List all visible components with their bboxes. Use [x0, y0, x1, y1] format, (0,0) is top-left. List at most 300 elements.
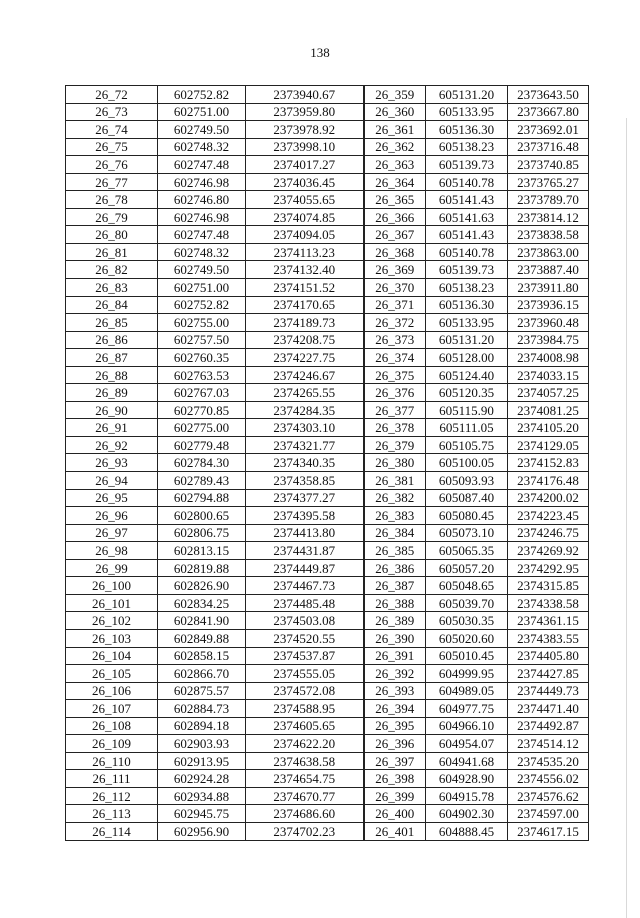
x-coordinate-left-cell: 602746.98: [158, 208, 246, 226]
x-coordinate-left-cell: 602794.88: [158, 489, 246, 507]
page-number: 138: [310, 45, 330, 60]
y-coordinate-right-cell: 2373887.40: [508, 261, 589, 279]
point-id-left-cell: 26_114: [66, 822, 158, 840]
point-id-right-cell: 26_368: [364, 243, 426, 261]
y-coordinate-right-cell: 2374008.98: [508, 349, 589, 367]
x-coordinate-right-cell: 604928.90: [426, 770, 508, 788]
table-row: [66, 577, 589, 595]
y-coordinate-right-cell: 2373716.48: [508, 138, 589, 156]
y-coordinate-left-cell: 2373998.10: [246, 138, 364, 156]
x-coordinate-right-cell: 605115.90: [426, 401, 508, 419]
point-id-right-cell: 26_391: [364, 647, 426, 665]
table-row: [66, 542, 589, 560]
x-coordinate-right-cell: 605139.73: [426, 261, 508, 279]
y-coordinate-left-cell: 2374321.77: [246, 436, 364, 454]
point-id-right-cell: 26_376: [364, 384, 426, 402]
y-coordinate-left-cell: 2374413.80: [246, 524, 364, 542]
point-id-right-cell: 26_377: [364, 401, 426, 419]
table-row: [66, 138, 589, 156]
x-coordinate-right-cell: 605140.78: [426, 173, 508, 191]
y-coordinate-right-cell: 2374405.80: [508, 647, 589, 665]
y-coordinate-left-cell: 2374485.48: [246, 594, 364, 612]
point-id-right-cell: 26_382: [364, 489, 426, 507]
table-row: [66, 559, 589, 577]
table-row: [66, 349, 589, 367]
y-coordinate-right-cell: 2374597.00: [508, 805, 589, 823]
point-id-right-cell: 26_360: [364, 103, 426, 121]
point-id-left-cell: 26_85: [66, 314, 158, 332]
y-coordinate-left-cell: 2374638.58: [246, 752, 364, 770]
y-coordinate-left-cell: 2374686.60: [246, 805, 364, 823]
x-coordinate-right-cell: 605039.70: [426, 594, 508, 612]
y-coordinate-left-cell: 2374588.95: [246, 700, 364, 718]
table-row: [66, 507, 589, 525]
y-coordinate-left-cell: 2373978.92: [246, 121, 364, 139]
point-id-left-cell: 26_106: [66, 682, 158, 700]
point-id-left-cell: 26_84: [66, 296, 158, 314]
point-id-right-cell: 26_380: [364, 454, 426, 472]
point-id-right-cell: 26_369: [364, 261, 426, 279]
point-id-left-cell: 26_91: [66, 419, 158, 437]
y-coordinate-left-cell: 2374265.55: [246, 384, 364, 402]
y-coordinate-left-cell: 2374208.75: [246, 331, 364, 349]
x-coordinate-left-cell: 602749.50: [158, 261, 246, 279]
x-coordinate-left-cell: 602751.00: [158, 279, 246, 297]
point-id-left-cell: 26_92: [66, 436, 158, 454]
point-id-left-cell: 26_102: [66, 612, 158, 630]
y-coordinate-right-cell: 2373667.80: [508, 103, 589, 121]
x-coordinate-left-cell: 602748.32: [158, 138, 246, 156]
y-coordinate-right-cell: 2374315.85: [508, 577, 589, 595]
x-coordinate-left-cell: 602747.48: [158, 226, 246, 244]
x-coordinate-left-cell: 602748.32: [158, 243, 246, 261]
point-id-right-cell: 26_389: [364, 612, 426, 630]
x-coordinate-left-cell: 602760.35: [158, 349, 246, 367]
x-coordinate-left-cell: 602752.82: [158, 296, 246, 314]
x-coordinate-right-cell: 605120.35: [426, 384, 508, 402]
x-coordinate-left-cell: 602755.00: [158, 314, 246, 332]
y-coordinate-right-cell: 2374383.55: [508, 629, 589, 647]
table-row: [66, 86, 589, 104]
point-id-left-cell: 26_86: [66, 331, 158, 349]
point-id-right-cell: 26_367: [364, 226, 426, 244]
coordinates-table: [65, 85, 589, 841]
x-coordinate-right-cell: 605105.75: [426, 436, 508, 454]
point-id-right-cell: 26_393: [364, 682, 426, 700]
table-row: [66, 594, 589, 612]
x-coordinate-right-cell: 605141.63: [426, 208, 508, 226]
y-coordinate-right-cell: 2373936.15: [508, 296, 589, 314]
x-coordinate-right-cell: 605133.95: [426, 103, 508, 121]
table-row: [66, 243, 589, 261]
table-row: [66, 612, 589, 630]
x-coordinate-left-cell: 602775.00: [158, 419, 246, 437]
point-id-right-cell: 26_375: [364, 366, 426, 384]
x-coordinate-right-cell: 605131.20: [426, 86, 508, 104]
table-row: [66, 314, 589, 332]
x-coordinate-left-cell: 602826.90: [158, 577, 246, 595]
y-coordinate-right-cell: 2374427.85: [508, 665, 589, 683]
y-coordinate-right-cell: 2373814.12: [508, 208, 589, 226]
y-coordinate-left-cell: 2374340.35: [246, 454, 364, 472]
point-id-left-cell: 26_82: [66, 261, 158, 279]
table-row: [66, 103, 589, 121]
y-coordinate-left-cell: 2374670.77: [246, 787, 364, 805]
point-id-right-cell: 26_392: [364, 665, 426, 683]
y-coordinate-left-cell: 2374449.87: [246, 559, 364, 577]
x-coordinate-right-cell: 605020.60: [426, 629, 508, 647]
table-row: [66, 787, 589, 805]
x-coordinate-right-cell: 605136.30: [426, 296, 508, 314]
point-id-right-cell: 26_378: [364, 419, 426, 437]
table-row: [66, 436, 589, 454]
x-coordinate-left-cell: 602894.18: [158, 717, 246, 735]
x-coordinate-right-cell: 605087.40: [426, 489, 508, 507]
point-id-left-cell: 26_94: [66, 472, 158, 490]
table-row: [66, 629, 589, 647]
point-id-left-cell: 26_111: [66, 770, 158, 788]
point-id-right-cell: 26_386: [364, 559, 426, 577]
y-coordinate-left-cell: 2374284.35: [246, 401, 364, 419]
y-coordinate-right-cell: 2374338.58: [508, 594, 589, 612]
y-coordinate-right-cell: 2373911.80: [508, 279, 589, 297]
x-coordinate-left-cell: 602770.85: [158, 401, 246, 419]
y-coordinate-left-cell: 2374189.73: [246, 314, 364, 332]
table-row: [66, 682, 589, 700]
x-coordinate-left-cell: 602757.50: [158, 331, 246, 349]
point-id-left-cell: 26_90: [66, 401, 158, 419]
table-row: [66, 331, 589, 349]
point-id-left-cell: 26_100: [66, 577, 158, 595]
table-row: [66, 208, 589, 226]
point-id-left-cell: 26_76: [66, 156, 158, 174]
point-id-left-cell: 26_113: [66, 805, 158, 823]
point-id-left-cell: 26_110: [66, 752, 158, 770]
point-id-left-cell: 26_99: [66, 559, 158, 577]
y-coordinate-right-cell: 2374556.02: [508, 770, 589, 788]
x-coordinate-right-cell: 605057.20: [426, 559, 508, 577]
x-coordinate-left-cell: 602924.28: [158, 770, 246, 788]
x-coordinate-right-cell: 604888.45: [426, 822, 508, 840]
point-id-left-cell: 26_105: [66, 665, 158, 683]
point-id-right-cell: 26_390: [364, 629, 426, 647]
point-id-right-cell: 26_374: [364, 349, 426, 367]
point-id-right-cell: 26_379: [364, 436, 426, 454]
y-coordinate-right-cell: 2373960.48: [508, 314, 589, 332]
y-coordinate-left-cell: 2374503.08: [246, 612, 364, 630]
x-coordinate-left-cell: 602841.90: [158, 612, 246, 630]
y-coordinate-left-cell: 2374017.27: [246, 156, 364, 174]
point-id-left-cell: 26_109: [66, 735, 158, 753]
x-coordinate-left-cell: 602866.70: [158, 665, 246, 683]
y-coordinate-left-cell: 2374170.65: [246, 296, 364, 314]
x-coordinate-left-cell: 602834.25: [158, 594, 246, 612]
y-coordinate-left-cell: 2374467.73: [246, 577, 364, 595]
point-id-right-cell: 26_373: [364, 331, 426, 349]
point-id-right-cell: 26_398: [364, 770, 426, 788]
y-coordinate-left-cell: 2374055.65: [246, 191, 364, 209]
x-coordinate-right-cell: 605140.78: [426, 243, 508, 261]
point-id-left-cell: 26_73: [66, 103, 158, 121]
x-coordinate-right-cell: 605030.35: [426, 612, 508, 630]
y-coordinate-right-cell: 2374152.83: [508, 454, 589, 472]
x-coordinate-left-cell: 602884.73: [158, 700, 246, 718]
table-row: [66, 191, 589, 209]
x-coordinate-left-cell: 602858.15: [158, 647, 246, 665]
x-coordinate-left-cell: 602875.57: [158, 682, 246, 700]
y-coordinate-left-cell: 2374036.45: [246, 173, 364, 191]
y-coordinate-right-cell: 2374176.48: [508, 472, 589, 490]
y-coordinate-left-cell: 2374702.23: [246, 822, 364, 840]
y-coordinate-left-cell: 2373940.67: [246, 86, 364, 104]
point-id-left-cell: 26_98: [66, 542, 158, 560]
point-id-left-cell: 26_88: [66, 366, 158, 384]
x-coordinate-left-cell: 602849.88: [158, 629, 246, 647]
point-id-left-cell: 26_77: [66, 173, 158, 191]
y-coordinate-right-cell: 2373789.70: [508, 191, 589, 209]
page-edge-line: [626, 118, 627, 918]
y-coordinate-right-cell: 2374129.05: [508, 436, 589, 454]
table-row: [66, 752, 589, 770]
table-row: [66, 419, 589, 437]
point-id-left-cell: 26_87: [66, 349, 158, 367]
x-coordinate-left-cell: 602813.15: [158, 542, 246, 560]
table-row: [66, 665, 589, 683]
point-id-right-cell: 26_388: [364, 594, 426, 612]
y-coordinate-right-cell: 2374617.15: [508, 822, 589, 840]
y-coordinate-left-cell: 2374605.65: [246, 717, 364, 735]
table-row: [66, 472, 589, 490]
x-coordinate-right-cell: 605128.00: [426, 349, 508, 367]
y-coordinate-right-cell: 2374081.25: [508, 401, 589, 419]
x-coordinate-left-cell: 602800.65: [158, 507, 246, 525]
point-id-right-cell: 26_363: [364, 156, 426, 174]
y-coordinate-right-cell: 2374269.92: [508, 542, 589, 560]
y-coordinate-left-cell: 2374094.05: [246, 226, 364, 244]
point-id-right-cell: 26_384: [364, 524, 426, 542]
point-id-left-cell: 26_80: [66, 226, 158, 244]
point-id-left-cell: 26_79: [66, 208, 158, 226]
x-coordinate-right-cell: 604999.95: [426, 665, 508, 683]
x-coordinate-right-cell: 605111.05: [426, 419, 508, 437]
point-id-right-cell: 26_364: [364, 173, 426, 191]
table-row: [66, 296, 589, 314]
y-coordinate-right-cell: 2374492.87: [508, 717, 589, 735]
point-id-right-cell: 26_359: [364, 86, 426, 104]
table-row: [66, 226, 589, 244]
x-coordinate-right-cell: 604954.07: [426, 735, 508, 753]
x-coordinate-left-cell: 602763.53: [158, 366, 246, 384]
y-coordinate-left-cell: 2374520.55: [246, 629, 364, 647]
x-coordinate-right-cell: 605141.43: [426, 226, 508, 244]
y-coordinate-left-cell: 2374358.85: [246, 472, 364, 490]
x-coordinate-left-cell: 602913.95: [158, 752, 246, 770]
x-coordinate-right-cell: 604977.75: [426, 700, 508, 718]
table-row: [66, 454, 589, 472]
point-id-left-cell: 26_81: [66, 243, 158, 261]
x-coordinate-left-cell: 602749.50: [158, 121, 246, 139]
point-id-left-cell: 26_78: [66, 191, 158, 209]
point-id-right-cell: 26_395: [364, 717, 426, 735]
x-coordinate-right-cell: 605100.05: [426, 454, 508, 472]
x-coordinate-right-cell: 605138.23: [426, 279, 508, 297]
x-coordinate-right-cell: 605065.35: [426, 542, 508, 560]
y-coordinate-right-cell: 2373984.75: [508, 331, 589, 349]
point-id-left-cell: 26_112: [66, 787, 158, 805]
y-coordinate-right-cell: 2373863.00: [508, 243, 589, 261]
y-coordinate-right-cell: 2373765.27: [508, 173, 589, 191]
y-coordinate-left-cell: 2373959.80: [246, 103, 364, 121]
table-row: [66, 261, 589, 279]
point-id-right-cell: 26_397: [364, 752, 426, 770]
point-id-left-cell: 26_95: [66, 489, 158, 507]
point-id-left-cell: 26_108: [66, 717, 158, 735]
y-coordinate-left-cell: 2374622.20: [246, 735, 364, 753]
x-coordinate-right-cell: 605136.30: [426, 121, 508, 139]
y-coordinate-left-cell: 2374113.23: [246, 243, 364, 261]
x-coordinate-left-cell: 602956.90: [158, 822, 246, 840]
point-id-right-cell: 26_381: [364, 472, 426, 490]
y-coordinate-right-cell: 2374200.02: [508, 489, 589, 507]
point-id-left-cell: 26_83: [66, 279, 158, 297]
y-coordinate-left-cell: 2374074.85: [246, 208, 364, 226]
x-coordinate-right-cell: 605138.23: [426, 138, 508, 156]
y-coordinate-left-cell: 2374246.67: [246, 366, 364, 384]
x-coordinate-left-cell: 602806.75: [158, 524, 246, 542]
y-coordinate-right-cell: 2374223.45: [508, 507, 589, 525]
y-coordinate-left-cell: 2374395.58: [246, 507, 364, 525]
table-row: [66, 805, 589, 823]
table-row: [66, 524, 589, 542]
y-coordinate-right-cell: 2374246.75: [508, 524, 589, 542]
y-coordinate-left-cell: 2374132.40: [246, 261, 364, 279]
x-coordinate-left-cell: 602747.48: [158, 156, 246, 174]
y-coordinate-right-cell: 2374033.15: [508, 366, 589, 384]
y-coordinate-right-cell: 2374535.20: [508, 752, 589, 770]
point-id-right-cell: 26_387: [364, 577, 426, 595]
point-id-left-cell: 26_97: [66, 524, 158, 542]
y-coordinate-left-cell: 2374431.87: [246, 542, 364, 560]
x-coordinate-right-cell: 604966.10: [426, 717, 508, 735]
x-coordinate-left-cell: 602746.80: [158, 191, 246, 209]
point-id-right-cell: 26_371: [364, 296, 426, 314]
table-row: [66, 489, 589, 507]
table-row: [66, 822, 589, 840]
y-coordinate-right-cell: 2373692.01: [508, 121, 589, 139]
y-coordinate-left-cell: 2374572.08: [246, 682, 364, 700]
table-row: [66, 735, 589, 753]
x-coordinate-left-cell: 602903.93: [158, 735, 246, 753]
table-row: [66, 770, 589, 788]
x-coordinate-right-cell: 605139.73: [426, 156, 508, 174]
y-coordinate-left-cell: 2374227.75: [246, 349, 364, 367]
point-id-right-cell: 26_366: [364, 208, 426, 226]
y-coordinate-right-cell: 2374057.25: [508, 384, 589, 402]
x-coordinate-right-cell: 605073.10: [426, 524, 508, 542]
table-row: [66, 173, 589, 191]
x-coordinate-left-cell: 602779.48: [158, 436, 246, 454]
x-coordinate-right-cell: 605080.45: [426, 507, 508, 525]
point-id-left-cell: 26_89: [66, 384, 158, 402]
point-id-right-cell: 26_400: [364, 805, 426, 823]
y-coordinate-left-cell: 2374654.75: [246, 770, 364, 788]
point-id-right-cell: 26_362: [364, 138, 426, 156]
x-coordinate-right-cell: 604902.30: [426, 805, 508, 823]
x-coordinate-left-cell: 602789.43: [158, 472, 246, 490]
x-coordinate-left-cell: 602784.30: [158, 454, 246, 472]
x-coordinate-left-cell: 602767.03: [158, 384, 246, 402]
x-coordinate-right-cell: 605093.93: [426, 472, 508, 490]
y-coordinate-right-cell: 2374514.12: [508, 735, 589, 753]
x-coordinate-right-cell: 605010.45: [426, 647, 508, 665]
y-coordinate-left-cell: 2374537.87: [246, 647, 364, 665]
y-coordinate-right-cell: 2373838.58: [508, 226, 589, 244]
x-coordinate-right-cell: 604941.68: [426, 752, 508, 770]
x-coordinate-left-cell: 602751.00: [158, 103, 246, 121]
x-coordinate-right-cell: 605048.65: [426, 577, 508, 595]
y-coordinate-right-cell: 2374576.62: [508, 787, 589, 805]
point-id-left-cell: 26_74: [66, 121, 158, 139]
table-row: [66, 366, 589, 384]
point-id-left-cell: 26_103: [66, 629, 158, 647]
table-row: [66, 384, 589, 402]
x-coordinate-right-cell: 605124.40: [426, 366, 508, 384]
x-coordinate-right-cell: 605131.20: [426, 331, 508, 349]
table-row: [66, 700, 589, 718]
x-coordinate-left-cell: 602945.75: [158, 805, 246, 823]
y-coordinate-left-cell: 2374151.52: [246, 279, 364, 297]
y-coordinate-right-cell: 2374292.95: [508, 559, 589, 577]
point-id-right-cell: 26_383: [364, 507, 426, 525]
point-id-right-cell: 26_394: [364, 700, 426, 718]
x-coordinate-right-cell: 605133.95: [426, 314, 508, 332]
table-row: [66, 717, 589, 735]
y-coordinate-right-cell: 2374449.73: [508, 682, 589, 700]
point-id-left-cell: 26_72: [66, 86, 158, 104]
point-id-right-cell: 26_399: [364, 787, 426, 805]
point-id-right-cell: 26_361: [364, 121, 426, 139]
point-id-left-cell: 26_107: [66, 700, 158, 718]
point-id-right-cell: 26_385: [364, 542, 426, 560]
y-coordinate-right-cell: 2373740.85: [508, 156, 589, 174]
point-id-right-cell: 26_365: [364, 191, 426, 209]
point-id-left-cell: 26_96: [66, 507, 158, 525]
x-coordinate-left-cell: 602752.82: [158, 86, 246, 104]
point-id-left-cell: 26_75: [66, 138, 158, 156]
y-coordinate-right-cell: 2374105.20: [508, 419, 589, 437]
x-coordinate-right-cell: 604989.05: [426, 682, 508, 700]
y-coordinate-right-cell: 2374361.15: [508, 612, 589, 630]
y-coordinate-right-cell: 2373643.50: [508, 86, 589, 104]
x-coordinate-right-cell: 604915.78: [426, 787, 508, 805]
y-coordinate-left-cell: 2374303.10: [246, 419, 364, 437]
point-id-left-cell: 26_104: [66, 647, 158, 665]
point-id-right-cell: 26_372: [364, 314, 426, 332]
x-coordinate-right-cell: 605141.43: [426, 191, 508, 209]
y-coordinate-left-cell: 2374555.05: [246, 665, 364, 683]
point-id-right-cell: 26_396: [364, 735, 426, 753]
table-row: [66, 156, 589, 174]
x-coordinate-left-cell: 602934.88: [158, 787, 246, 805]
coordinates-table-body: [66, 86, 589, 841]
x-coordinate-left-cell: 602819.88: [158, 559, 246, 577]
table-row: [66, 121, 589, 139]
y-coordinate-right-cell: 2374471.40: [508, 700, 589, 718]
y-coordinate-left-cell: 2374377.27: [246, 489, 364, 507]
point-id-right-cell: 26_370: [364, 279, 426, 297]
table-row: [66, 279, 589, 297]
point-id-left-cell: 26_93: [66, 454, 158, 472]
